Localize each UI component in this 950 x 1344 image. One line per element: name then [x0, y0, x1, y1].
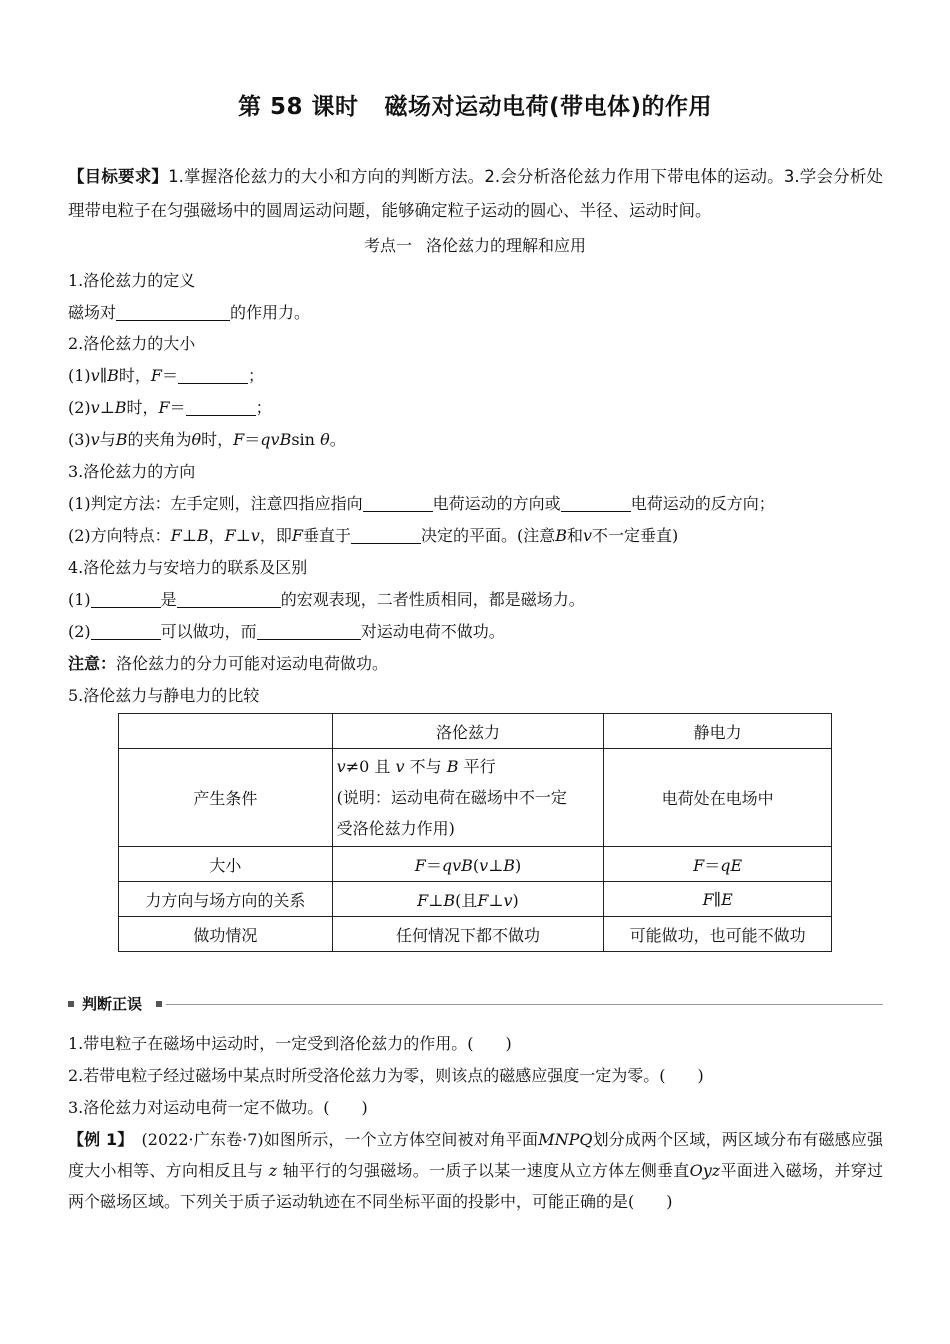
- row-label-work: 做功情况: [119, 917, 333, 952]
- row-label-condition: 产生条件: [119, 749, 333, 847]
- relation-item-2: (2) 可以做功，而 对运动电荷不做功。: [68, 622, 505, 641]
- size-heading: 2.洛伦兹力的大小: [68, 334, 196, 353]
- lorentz-direction: F⊥B(且F⊥v): [332, 882, 604, 917]
- size-item-3: (3)v与B的夹角为θ时，F＝qvBsin θ。: [68, 430, 346, 449]
- divider-line: [166, 1004, 883, 1005]
- table-row: [119, 749, 832, 847]
- section-title-text: 洛伦兹力的理解和应用: [426, 236, 587, 255]
- lesson-number: 第 58 课时: [237, 94, 359, 120]
- example-label: 【例 1】: [68, 1130, 126, 1149]
- definition-line: 磁场对 的作用力。: [68, 303, 311, 322]
- relation-item-1: (1) 是 的宏观表现，二者性质相同，都是磁场力。: [68, 590, 585, 609]
- electric-direction: F∥E: [604, 882, 832, 917]
- goal-label: 【目标要求】: [68, 167, 169, 186]
- table-row: [119, 847, 832, 882]
- fill-blank: [257, 623, 361, 640]
- electric-condition: 电荷处在电场中: [604, 749, 832, 847]
- table-row: [119, 882, 832, 917]
- fill-blank: [363, 495, 433, 512]
- square-bullet-icon: [68, 1001, 74, 1007]
- definition-heading: 1.洛伦兹力的定义: [68, 271, 196, 290]
- row-label-size: 大小: [119, 847, 333, 882]
- lesson-topic: 磁场对运动电荷(带电体)的作用: [384, 94, 713, 120]
- goal-text: 1.掌握洛伦兹力的大小和方向的判断方法。2.会分析洛伦兹力作用下带电体的运动。3.学会分析处理带电粒子在匀强磁场中的圆周运动问题，能够确定粒子运动的圆心、半径、运动时间。: [68, 167, 884, 220]
- lorentz-condition: v≠0 且 v 不与 B 平行 (说明：运动电荷在磁场中不一定 受洛伦兹力作用): [332, 749, 604, 847]
- electric-size: F＝qE: [604, 847, 832, 882]
- note-text: 洛伦兹力的分力可能对运动电荷做功。: [116, 654, 389, 673]
- direction-item-2: (2)方向特点：F⊥B，F⊥v，即F垂直于 决定的平面。(注意B和v不一定垂直): [68, 526, 679, 545]
- table-header-lorentz: 洛伦兹力: [332, 714, 604, 749]
- judge-label: 判断正误: [82, 995, 143, 1013]
- judge-question-1: 1.带电粒子在磁场中运动时，一定受到洛伦兹力的作用。( ): [68, 1034, 512, 1053]
- table-header-row: [119, 714, 832, 749]
- square-bullet-icon: [156, 1001, 162, 1007]
- goal-requirements: [68, 160, 883, 228]
- fill-blank: [186, 399, 256, 416]
- comparison-table: [118, 713, 832, 952]
- fill-blank: [561, 495, 631, 512]
- judge-question-3: 3.洛伦兹力对运动电荷一定不做功。( ): [68, 1098, 368, 1117]
- fill-blank: [116, 304, 230, 321]
- direction-item-1: (1)判定方法：左手定则，注意四指应指向 电荷运动的方向或 电荷运动的反方向；: [68, 494, 775, 513]
- fill-blank: [91, 623, 161, 640]
- page-title: [0, 88, 950, 121]
- fill-blank: [177, 591, 281, 608]
- table-cell: [119, 714, 333, 749]
- electric-work: 可能做功，也可能不做功: [604, 917, 832, 952]
- judge-section-divider: [68, 994, 883, 1014]
- lorentz-work: 任何情况下都不做功: [332, 917, 604, 952]
- example-source: (2022·广东卷·7): [141, 1130, 264, 1149]
- direction-heading: 3.洛伦兹力的方向: [68, 462, 196, 481]
- judge-question-2: 2.若带电粒子经过磁场中某点时所受洛伦兹力为零，则该点的磁感应强度一定为零。( ): [68, 1066, 704, 1085]
- lorentz-size: F＝qvB(v⊥B): [332, 847, 604, 882]
- note: [68, 651, 388, 674]
- relation-heading: 4.洛伦兹力与安培力的联系及区别: [68, 558, 308, 577]
- row-label-direction: 力方向与场方向的关系: [119, 882, 333, 917]
- table-row: [119, 917, 832, 952]
- table-header-electric: 静电力: [604, 714, 832, 749]
- example-1: 【例 1】 (2022·广东卷·7)如图所示，一个立方体空间被对角平面MNPQ划分成两个区域，两区域分布有磁感应强度大小相等、方向相反且与 z 轴平行的匀强磁场。一质子以某一速度从立方体左侧垂直Oyz平面进入磁场，并穿过两个磁场区域。下列关于质子运动轨迹在不同坐标平面的投影中，可能正确的是( ): [68, 1130, 883, 1211]
- section-name: 考点一: [363, 236, 412, 255]
- fill-blank: [178, 367, 248, 384]
- fill-blank: [351, 527, 421, 544]
- section-heading: [0, 233, 950, 256]
- size-item-1: (1)v∥B时，F＝ ；: [68, 366, 265, 385]
- note-label: 注意：: [68, 654, 117, 673]
- comparison-heading: 5.洛伦兹力与静电力的比较: [68, 686, 260, 705]
- fill-blank: [91, 591, 161, 608]
- size-item-2: (2)v⊥B时，F＝ ；: [68, 398, 272, 417]
